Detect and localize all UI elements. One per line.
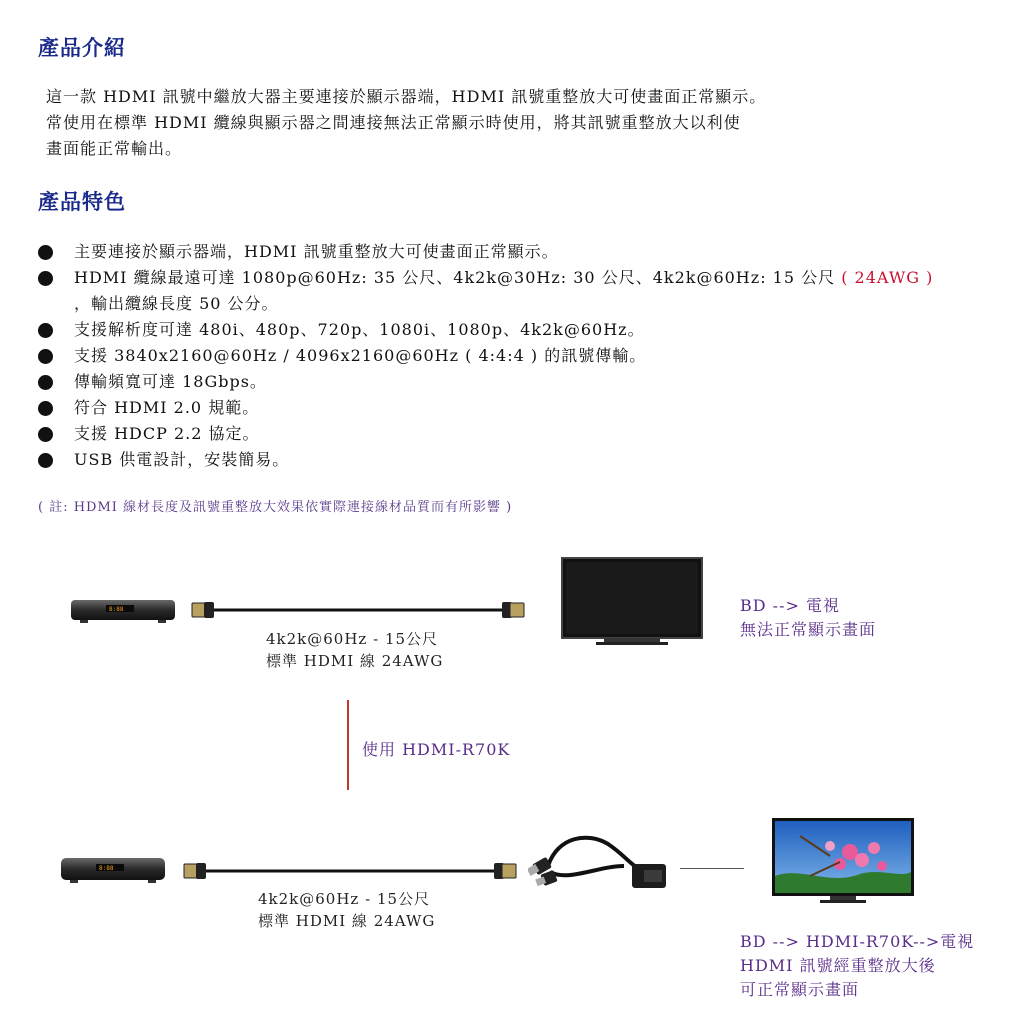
intro-line-3: 畫面能正常輸出。 — [46, 139, 183, 158]
top-result-text: BD --> 電視 無法正常顯示畫面 — [740, 596, 877, 639]
feature-item: 符合 HDMI 2.0 規範。 — [74, 395, 933, 421]
bullet-icon — [38, 427, 53, 442]
top-cable-label: 4k2k@60Hz - 15公尺 標準 HDMI 線 24AWG — [266, 630, 444, 670]
hdmi-cable-bottom — [182, 858, 518, 884]
tv-off-icon — [560, 556, 704, 648]
feature-item-continuation: ，輸出纜線長度 50 公分。 — [74, 294, 279, 313]
bullet-icon — [38, 453, 53, 468]
bullet-icon — [38, 323, 53, 338]
hdmi-cable-top — [190, 598, 526, 622]
bullet-icon — [38, 245, 53, 260]
intro-heading: 產品介紹 — [38, 36, 126, 60]
feature-item: HDMI 纜線最遠可達 1080p@60Hz: 35 公尺、4k2k@30Hz: 30 公尺、4k2k@60Hz: 15 公尺 ( 24AWG ) — [74, 265, 933, 291]
player-display-text: 8:88 — [109, 606, 124, 613]
bullet-icon — [38, 349, 53, 364]
awg-note: ( 24AWG ) — [841, 268, 934, 287]
feature-item: 支援 HDCP 2.2 協定。 — [74, 421, 933, 447]
vertical-divider — [347, 700, 349, 790]
feature-item: 主要連接於顯示器端，HDMI 訊號重整放大可使畫面正常顯示。 — [74, 239, 933, 265]
features-list — [74, 239, 933, 473]
bullet-icon — [38, 375, 53, 390]
bd-player-icon — [70, 598, 176, 624]
bottom-cable-label: 4k2k@60Hz - 15公尺 標準 HDMI 線 24AWG — [258, 890, 436, 930]
feature-item: 傳輸頻寬可達 18Gbps。 — [74, 369, 933, 395]
intro-line-2: 常使用在標準 HDMI 纜線與顯示器之間連接無法正常顯示時使用，將其訊號重整放大以利使 — [46, 113, 741, 132]
hdmi-r70k-repeater-icon — [528, 826, 670, 904]
bullet-icon — [38, 271, 53, 286]
intro-paragraph — [46, 84, 766, 162]
intro-line-1: 這一款 HDMI 訊號中繼放大器主要連接於顯示器端，HDMI 訊號重整放大可使畫面正常顯示。 — [46, 87, 767, 106]
bullet-icon — [38, 401, 53, 416]
bottom-result-text: BD --> HDMI-R70K-->電視 HDMI 訊號經重整放大後 可正常顯示畫面 — [740, 932, 975, 999]
feature-item: USB 供電設計，安裝簡易。 — [74, 447, 933, 473]
feature-item: 支援解析度可達 480i、480p、720p、1080i、1080p、4k2k@60Hz。 — [74, 317, 933, 343]
footnote: ( 註: HDMI 線材長度及訊號重整放大效果依實際連接線材品質而有所影響 ) — [38, 500, 513, 515]
bd-player-icon — [60, 854, 166, 886]
player-display-text: 8:88 — [99, 865, 114, 872]
feature-item: 支援 3840x2160@60Hz / 4096x2160@60Hz ( 4:4:4 ) 的訊號傳輸。 — [74, 343, 933, 369]
features-heading: 產品特色 — [38, 190, 126, 214]
tv-on-icon — [770, 816, 916, 906]
middle-label: 使用 HDMI-R70K — [362, 740, 511, 759]
connector-line — [680, 868, 744, 869]
